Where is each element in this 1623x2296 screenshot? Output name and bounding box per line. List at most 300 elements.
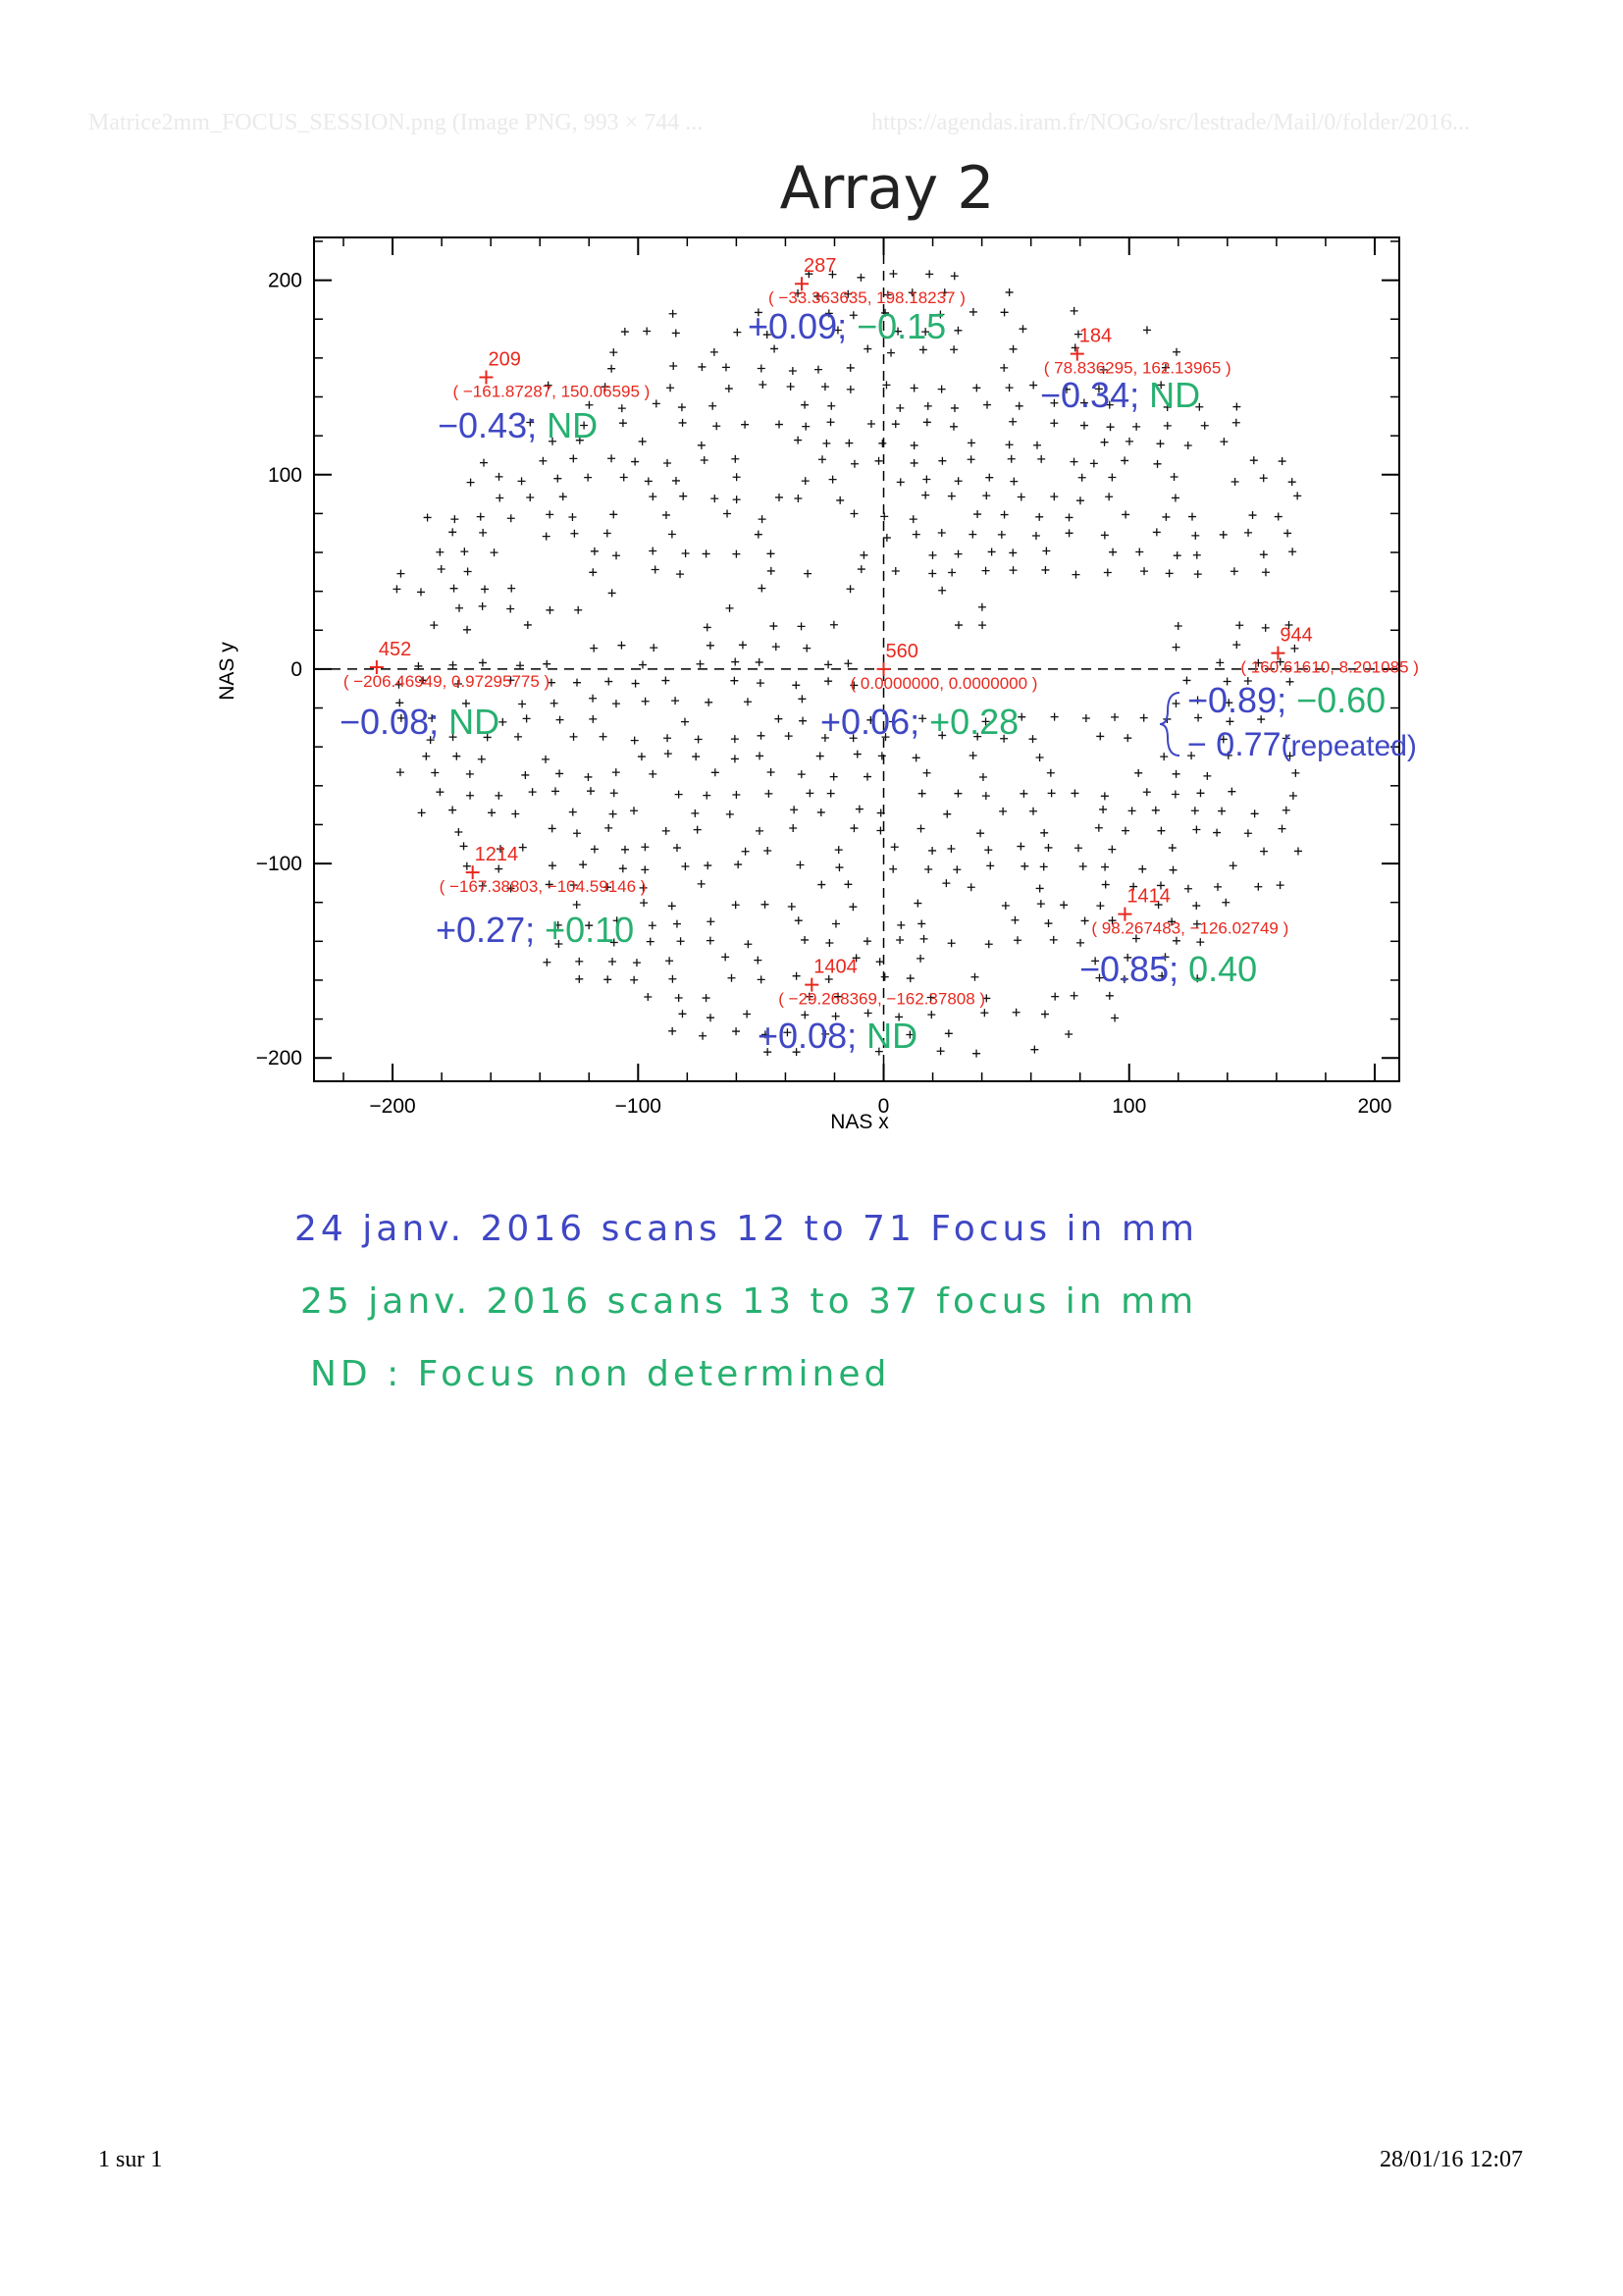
detector-marker [681, 862, 689, 870]
detector-marker [1047, 769, 1055, 777]
detector-marker [731, 658, 739, 666]
detector-marker [1032, 532, 1040, 540]
detector-marker [506, 605, 514, 613]
detector-marker [612, 700, 620, 707]
detector-marker [521, 771, 529, 779]
detector-marker [1132, 423, 1140, 431]
detector-marker [1193, 551, 1201, 559]
focus-value-day2: −0.60 [1296, 680, 1387, 720]
detector-marker [983, 401, 991, 409]
y-tick-label: 0 [290, 657, 302, 681]
detector-marker [619, 419, 627, 427]
detector-marker [854, 751, 862, 758]
detector-marker [645, 477, 653, 485]
detector-marker [827, 402, 835, 410]
detector-marker [732, 901, 740, 909]
detector-marker [923, 418, 931, 426]
detector-marker [639, 438, 647, 445]
detector-marker [1214, 883, 1222, 891]
detector-marker [824, 677, 832, 685]
detector-marker [1288, 548, 1296, 555]
detector-marker [691, 809, 699, 817]
detector-marker [822, 440, 830, 447]
detector-marker [524, 621, 532, 629]
detector-marker [955, 550, 963, 558]
detector-marker [796, 861, 804, 869]
detector-marker [633, 959, 641, 966]
detector-marker [1006, 288, 1014, 296]
detector-marker [1006, 441, 1014, 448]
detector-marker [1279, 825, 1286, 833]
focus-separator: ; [1129, 375, 1150, 415]
detector-marker [827, 418, 835, 426]
detector-marker [549, 861, 556, 869]
detector-marker [798, 770, 806, 778]
detector-marker [1194, 570, 1202, 578]
detector-marker [878, 752, 886, 759]
detector-marker [875, 457, 883, 465]
detector-marker [798, 695, 806, 703]
detector-marker [1019, 325, 1026, 333]
detector-marker [1192, 826, 1200, 834]
detector-marker [775, 494, 783, 501]
detector-marker [1109, 548, 1117, 556]
detector-marker [1010, 478, 1018, 486]
detector-marker [1143, 788, 1151, 796]
detector-marker [1222, 899, 1230, 907]
detector-marker [733, 496, 741, 503]
detector-marker [644, 993, 652, 1001]
detector-marker [448, 528, 456, 536]
detector-marker [922, 475, 930, 483]
detector-marker [1154, 460, 1162, 468]
detector-marker [526, 494, 534, 501]
detector-marker [609, 810, 617, 818]
x-tick-label: 200 [1357, 1095, 1392, 1118]
detector-marker [847, 386, 855, 393]
detector-marker [1251, 809, 1259, 817]
detector-marker [542, 756, 550, 763]
detector-marker [721, 953, 729, 961]
browser-page-url: https://agendas.iram.fr/NOGo/src/lestrade/Mail/0/folder/2016... [871, 110, 1470, 135]
detector-marker [919, 345, 927, 353]
detector-marker [630, 807, 638, 814]
detector-marker [1228, 788, 1235, 796]
focus-repeat-note: (repeated) [1281, 730, 1417, 762]
detector-marker [1104, 569, 1112, 577]
detector-marker [591, 845, 599, 853]
note-line-2: 25 janv. 2016 scans 13 to 37 focus in mm [300, 1281, 1198, 1322]
detector-marker [609, 510, 617, 518]
detector-marker [1173, 937, 1180, 945]
detector-marker [1111, 713, 1119, 721]
detector-marker [763, 847, 771, 855]
highlight-id-label: 944 [1280, 624, 1313, 647]
detector-marker [653, 399, 660, 407]
detector-marker [641, 865, 649, 873]
detector-marker [1001, 511, 1009, 519]
detector-marker [835, 863, 843, 871]
detector-marker [858, 565, 865, 573]
detector-marker [467, 479, 475, 487]
highlight-coord-label: ( −161.87287, 150.06595 ) [452, 382, 651, 401]
detector-marker [640, 899, 648, 907]
detector-marker [774, 715, 782, 723]
detector-marker [727, 974, 735, 982]
detector-marker [551, 787, 559, 795]
detector-marker [1101, 531, 1109, 539]
detector-marker [1162, 513, 1170, 521]
detector-marker [466, 770, 474, 778]
highlight-coord-label: ( −33.363635, 198.18237 ) [768, 288, 966, 308]
detector-marker [1009, 418, 1017, 426]
detector-marker [889, 270, 897, 278]
detector-marker [739, 641, 747, 649]
detector-marker [701, 456, 708, 464]
y-tick-label: 200 [267, 269, 302, 292]
detector-marker [662, 511, 670, 519]
detector-marker [678, 1010, 686, 1018]
detector-marker [1260, 848, 1268, 856]
detector-marker [649, 493, 656, 500]
detector-marker [1101, 439, 1109, 446]
detector-marker [589, 568, 597, 576]
detector-marker [850, 824, 858, 832]
detector-marker [573, 829, 581, 837]
detector-marker [938, 386, 946, 393]
detector-marker [1288, 478, 1296, 486]
detector-marker [754, 957, 761, 965]
detector-marker [707, 937, 714, 945]
detector-marker [610, 789, 618, 797]
detector-marker [619, 864, 627, 872]
y-tick-label: −100 [255, 853, 302, 876]
detector-marker [830, 773, 838, 781]
detector-marker [1048, 789, 1056, 797]
detector-marker [1050, 936, 1058, 944]
detector-marker [911, 384, 918, 391]
detector-marker [1173, 348, 1180, 356]
detector-marker [1060, 901, 1068, 909]
focus-value-repeat: − 0.77 [1187, 726, 1282, 763]
detector-marker [758, 732, 765, 740]
detector-marker [759, 381, 766, 389]
detector-marker [802, 477, 810, 485]
detector-marker [950, 423, 958, 431]
detector-marker [574, 606, 582, 614]
detector-marker [927, 1011, 935, 1018]
highlight-coord-label: ( −206.46949, 0.97295775 ) [342, 671, 550, 691]
detector-marker [923, 769, 931, 777]
detector-marker [677, 937, 685, 945]
detector-marker [951, 272, 959, 280]
detector-marker [1191, 532, 1199, 540]
detector-marker [769, 622, 777, 630]
detector-marker [803, 645, 811, 652]
detector-marker [1036, 754, 1044, 761]
detector-marker [1192, 902, 1200, 910]
detector-marker [1111, 1014, 1119, 1021]
detector-marker [881, 973, 889, 981]
detector-marker [970, 973, 978, 981]
highlight-coord-label: ( 0.0000000, 0.0000000 ) [850, 673, 1038, 693]
detector-marker [856, 806, 864, 813]
detector-marker [477, 513, 485, 521]
detector-marker [1078, 474, 1086, 482]
detector-marker [466, 792, 474, 800]
detector-marker [604, 824, 612, 832]
detector-marker [1201, 422, 1209, 430]
detector-marker [723, 510, 731, 518]
detector-marker [1283, 529, 1291, 537]
detector-marker [417, 588, 425, 596]
detector-marker [498, 718, 506, 726]
detector-marker [916, 955, 924, 963]
detector-marker [393, 585, 400, 593]
detector-marker [844, 659, 852, 667]
detector-marker [1102, 881, 1110, 889]
detector-marker [1101, 863, 1109, 871]
detector-marker [920, 935, 928, 943]
focus-separator: ; [847, 1016, 867, 1056]
detector-marker [789, 824, 797, 832]
detector-marker [1164, 422, 1172, 430]
detector-marker [1080, 422, 1088, 430]
detector-marker [1262, 568, 1270, 576]
detector-marker [1121, 456, 1128, 464]
detector-marker [1013, 1009, 1021, 1017]
detector-marker [573, 901, 581, 909]
detector-marker [969, 531, 976, 539]
detector-marker [986, 861, 994, 869]
detector-marker [573, 679, 581, 687]
detector-marker [543, 660, 550, 668]
detector-marker [925, 270, 933, 278]
detector-marker [758, 364, 765, 372]
detector-marker [1099, 806, 1107, 813]
detector-marker [1066, 529, 1073, 537]
detector-marker [1203, 772, 1211, 780]
focus-value-day1: +0.27 [436, 910, 526, 950]
detector-marker [835, 846, 843, 854]
focus-annotation [1187, 680, 1386, 720]
detector-marker [1220, 531, 1228, 539]
detector-marker [1066, 513, 1073, 521]
detector-marker [955, 477, 963, 485]
detector-marker [1037, 900, 1045, 908]
detector-marker [731, 455, 739, 463]
detector-marker [396, 768, 404, 776]
detector-marker [1216, 658, 1224, 666]
detector-marker [698, 442, 706, 449]
focus-annotation [340, 702, 499, 742]
detector-marker [914, 900, 921, 908]
focus-value-day2: +0.28 [929, 702, 1020, 742]
detector-marker [675, 994, 683, 1002]
detector-marker [584, 474, 592, 482]
y-axis-label: NAS y [216, 642, 238, 701]
detector-marker [496, 494, 503, 501]
detector-marker [1170, 866, 1178, 874]
detector-marker [938, 529, 946, 537]
detector-marker [631, 458, 639, 466]
detector-marker [1140, 714, 1148, 722]
detector-marker [543, 533, 550, 541]
detector-marker [1090, 459, 1098, 467]
detector-marker [1006, 384, 1014, 391]
detector-marker [1143, 326, 1151, 334]
detector-marker [892, 567, 900, 575]
focus-value-day1: −0.89 [1187, 680, 1278, 720]
detector-marker [756, 827, 763, 835]
detector-marker [705, 699, 712, 706]
detector-marker [802, 423, 810, 431]
detector-marker [710, 495, 718, 502]
detector-marker [867, 420, 875, 428]
detector-marker [642, 698, 650, 705]
detector-marker [726, 604, 734, 612]
detector-marker [673, 920, 681, 928]
note-line-1: 24 janv. 2016 scans 12 to 71 Focus in mm [294, 1209, 1198, 1249]
detector-marker [1135, 548, 1143, 556]
detector-marker [801, 936, 809, 944]
detector-marker [668, 975, 676, 983]
detector-marker [591, 548, 599, 555]
detector-marker [436, 548, 444, 556]
detector-marker [969, 308, 977, 316]
detector-marker [889, 865, 897, 873]
detector-marker [756, 658, 763, 666]
detector-marker [851, 460, 859, 468]
footer-page-count: 1 sur 1 [98, 2147, 163, 2172]
detector-marker [732, 550, 740, 558]
focus-separator: ; [1169, 949, 1189, 989]
detector-marker [742, 848, 750, 856]
detector-marker [1035, 513, 1043, 521]
detector-marker [570, 530, 578, 538]
detector-marker [1011, 916, 1019, 924]
detector-marker [1279, 457, 1286, 465]
detector-marker [1071, 992, 1078, 1000]
detector-marker [569, 809, 577, 816]
detector-marker [845, 440, 853, 447]
detector-marker [650, 644, 657, 652]
detector-marker [1249, 511, 1257, 519]
detector-marker [918, 790, 926, 798]
detector-marker [1124, 734, 1131, 742]
detector-marker [1036, 884, 1044, 892]
detector-marker [1041, 566, 1049, 574]
detector-marker [938, 457, 946, 465]
detector-marker [887, 349, 895, 357]
detector-marker [937, 1047, 945, 1055]
detector-marker [827, 790, 835, 798]
detector-marker [1230, 861, 1237, 869]
detector-marker [876, 958, 884, 965]
detector-marker [649, 770, 656, 778]
focus-separator: ; [837, 306, 858, 346]
detector-marker [511, 809, 519, 817]
detector-marker [1196, 789, 1204, 797]
detector-marker [764, 790, 772, 798]
detector-marker [449, 661, 457, 669]
detector-marker [579, 861, 587, 868]
detector-marker [847, 585, 855, 593]
highlight-id-label: 1404 [813, 956, 858, 978]
detector-marker [1277, 881, 1284, 889]
detector-marker [824, 660, 832, 668]
detector-marker [639, 661, 647, 669]
detector-marker [682, 549, 690, 557]
detector-marker [1076, 939, 1084, 947]
detector-marker [972, 384, 980, 391]
detector-marker [518, 477, 526, 485]
detector-marker [953, 865, 961, 873]
browser-page-title: Matrice2mm_FOCUS_SESSION.png (Image PNG, 993 × 744 ... [88, 110, 704, 135]
detector-marker [985, 474, 993, 482]
detector-marker [794, 437, 802, 444]
detector-marker [982, 492, 990, 499]
detector-marker [1153, 528, 1161, 536]
detector-marker [707, 917, 714, 925]
detector-marker [450, 515, 458, 523]
detector-marker [864, 937, 871, 945]
detector-marker [1122, 827, 1129, 835]
detector-marker [431, 768, 439, 776]
detector-marker [647, 938, 654, 946]
detector-marker [1128, 807, 1136, 814]
detector-marker [860, 551, 867, 559]
focus-value-day2: 0.40 [1188, 949, 1258, 989]
detector-marker [972, 1050, 980, 1058]
detector-marker [799, 717, 807, 725]
detector-marker [641, 843, 649, 851]
detector-marker [672, 477, 680, 485]
detector-marker [518, 700, 526, 707]
detector-marker [620, 474, 628, 482]
detector-marker [785, 732, 793, 740]
detector-marker [630, 976, 638, 984]
detector-marker [665, 957, 673, 965]
highlight-id-label: 184 [1078, 325, 1113, 347]
detector-marker [1260, 550, 1268, 558]
detector-marker [1173, 644, 1180, 652]
detector-marker [568, 513, 576, 521]
detector-marker [1172, 700, 1179, 707]
detector-marker [1196, 938, 1204, 946]
detector-marker [730, 677, 738, 685]
detector-marker [523, 714, 531, 722]
detector-marker [556, 716, 564, 724]
detector-marker [950, 345, 958, 353]
detector-marker [664, 750, 672, 757]
detector-marker [546, 606, 553, 614]
highlight-coord-label: ( 98.267483, −126.02749 ) [1091, 918, 1289, 938]
detector-marker [817, 809, 825, 816]
focus-value-day2: −0.15 [857, 306, 947, 346]
detector-marker [733, 329, 741, 337]
detector-marker [743, 1010, 751, 1018]
detector-marker [968, 455, 975, 463]
detector-marker [1079, 862, 1087, 870]
focus-value-day2: ND [1149, 375, 1201, 415]
detector-marker [1016, 402, 1023, 410]
detector-marker [663, 459, 671, 467]
detector-marker [479, 658, 487, 666]
detector-marker [896, 936, 904, 944]
focus-value-day1: −0.85 [1079, 949, 1170, 989]
detector-marker [1106, 992, 1114, 1000]
